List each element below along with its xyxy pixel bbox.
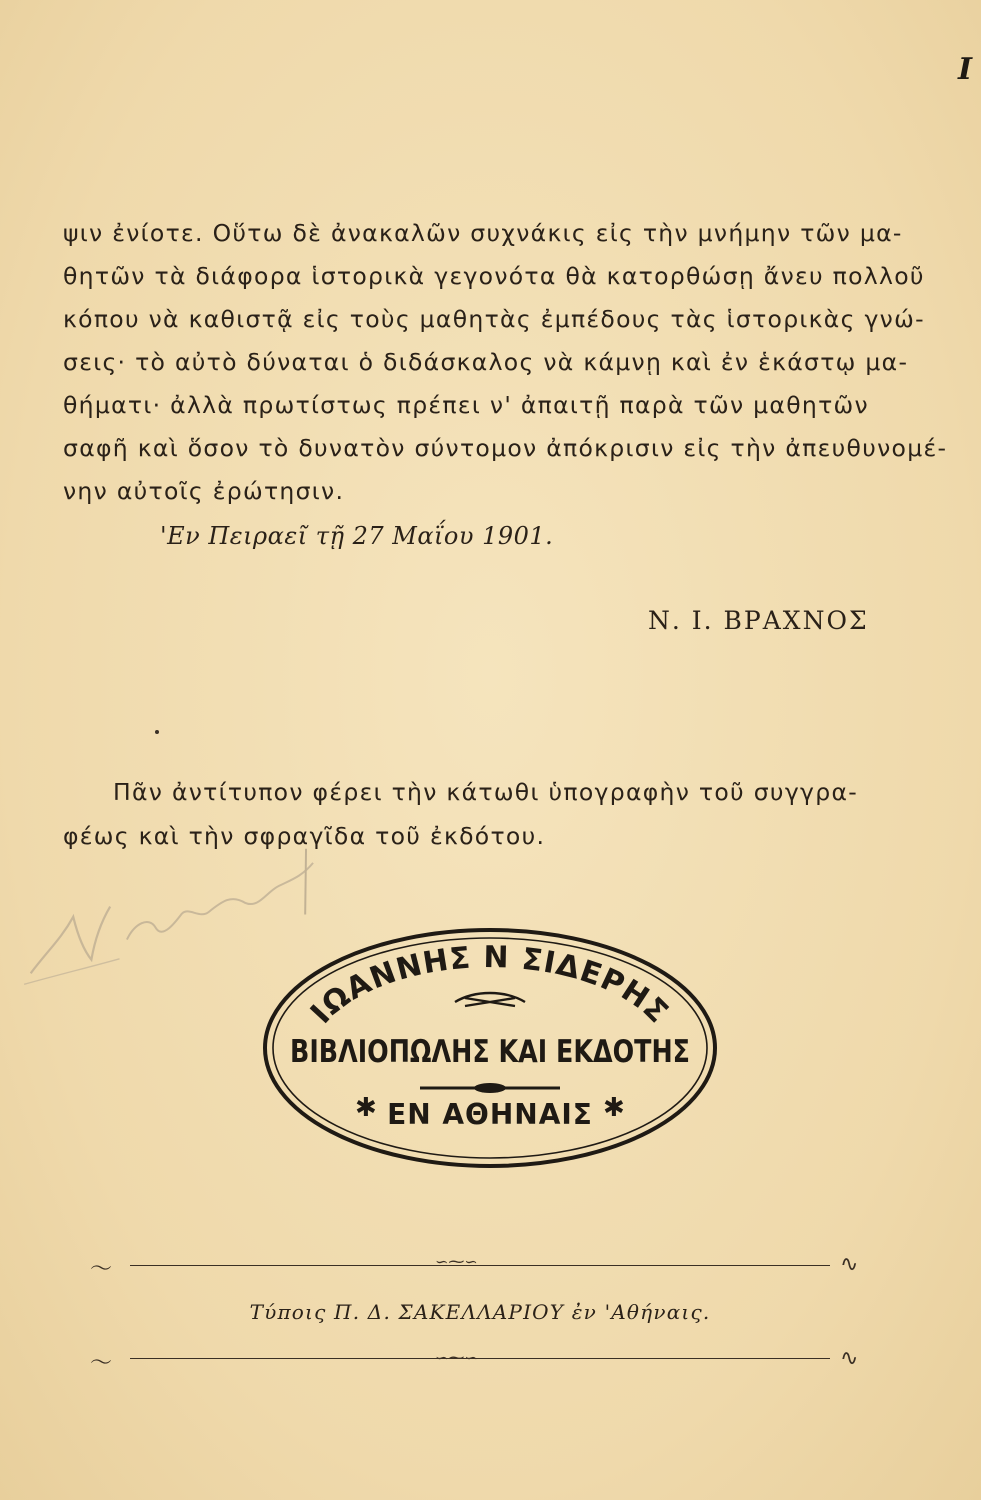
flourish-center-top-icon: ∽⁓∽ — [435, 1252, 478, 1271]
notice-line: φέως καὶ τὴν σφραγῖδα τοῦ ἐκδότου. — [63, 822, 546, 850]
body-line: ψιν ἐνίοτε. Οὕτω δὲ ἀνακαλῶν συχνάκις εἰς τὴν μνήμην τῶν μα- — [63, 219, 903, 247]
body-paragraph — [63, 212, 948, 513]
printer-line: Τύποις Π. Δ. ΣΑΚΕΛΛΑΡΙΟΥ ἐν 'Αθήναις. — [249, 1300, 711, 1324]
stamp-middle-text: ΒΙΒΛΙΟΠΩΛΗΣ ΚΑΙ ΕΚΔΟΤΗΣ — [290, 1034, 690, 1070]
flourish-right-bottom-icon: ∿ — [840, 1346, 859, 1371]
dateline: 'Εν Πειραεῖ τῇ 27 Μαΐου 1901. — [160, 522, 554, 550]
flourish-center-bottom-icon: ∽⁓∽ — [435, 1348, 478, 1367]
author-signature-name: Ν. Ι. ΒΡΑΧΝΟΣ — [648, 606, 869, 635]
body-line: σεις· τὸ αὐτὸ δύναται ὁ διδάσκαλος νὰ κάμνῃ καὶ ἐν ἑκάστῳ μα- — [63, 348, 909, 376]
footer-rule-top — [130, 1265, 830, 1266]
footer-rule-bottom — [130, 1358, 830, 1359]
stamp-star-right-icon: ✱ — [603, 1093, 625, 1123]
flourish-left-bottom-icon: 〜 — [90, 1351, 113, 1376]
notice-line: Πᾶν ἀντίτυπον φέρει τὴν κάτωθι ὑπογραφὴν τοῦ συγγρα- — [113, 778, 859, 806]
stamp-bottom-text: ΕΝ ΑΘΗΝΑΙΣ — [387, 1098, 593, 1131]
stamp-top-text: ΙΩΑΝΝΗΣ Ν ΣΙΔΕΡΗΣ — [303, 940, 676, 1031]
printer-footer — [90, 1250, 870, 1380]
ink-speck — [155, 730, 159, 734]
body-line: νην αὐτοῖς ἐρώτησιν. — [63, 477, 345, 505]
authenticity-notice — [63, 770, 943, 858]
body-line: σαφῆ καὶ ὅσον τὸ δυνατὸν σύντομον ἀπόκρισιν εἰς τὴν ἀπευθυνομέ- — [63, 434, 948, 462]
flourish-right-top-icon: ∿ — [840, 1252, 859, 1277]
body-line: θήματι· ἀλλὰ πρωτίστως πρέπει ν' ἀπαιτῇ παρὰ τῶν μαθητῶν — [63, 391, 869, 419]
stamp-star-left-icon: ✱ — [355, 1093, 377, 1123]
publisher-stamp-drawing — [255, 920, 725, 1170]
flourish-left-top-icon: 〜 — [90, 1257, 113, 1282]
body-line: κόπου νὰ καθιστᾷ εἰς τοὺς μαθητὰς ἐμπέδους τὰς ἱστορικὰς γνώ- — [63, 305, 925, 333]
publisher-stamp — [255, 920, 725, 1170]
corner-page-mark: I — [958, 52, 973, 87]
body-line: θητῶν τὰ διάφορα ἱστορικὰ γεγονότα θὰ κατορθώσῃ ἄνευ πολλοῦ — [63, 262, 925, 290]
